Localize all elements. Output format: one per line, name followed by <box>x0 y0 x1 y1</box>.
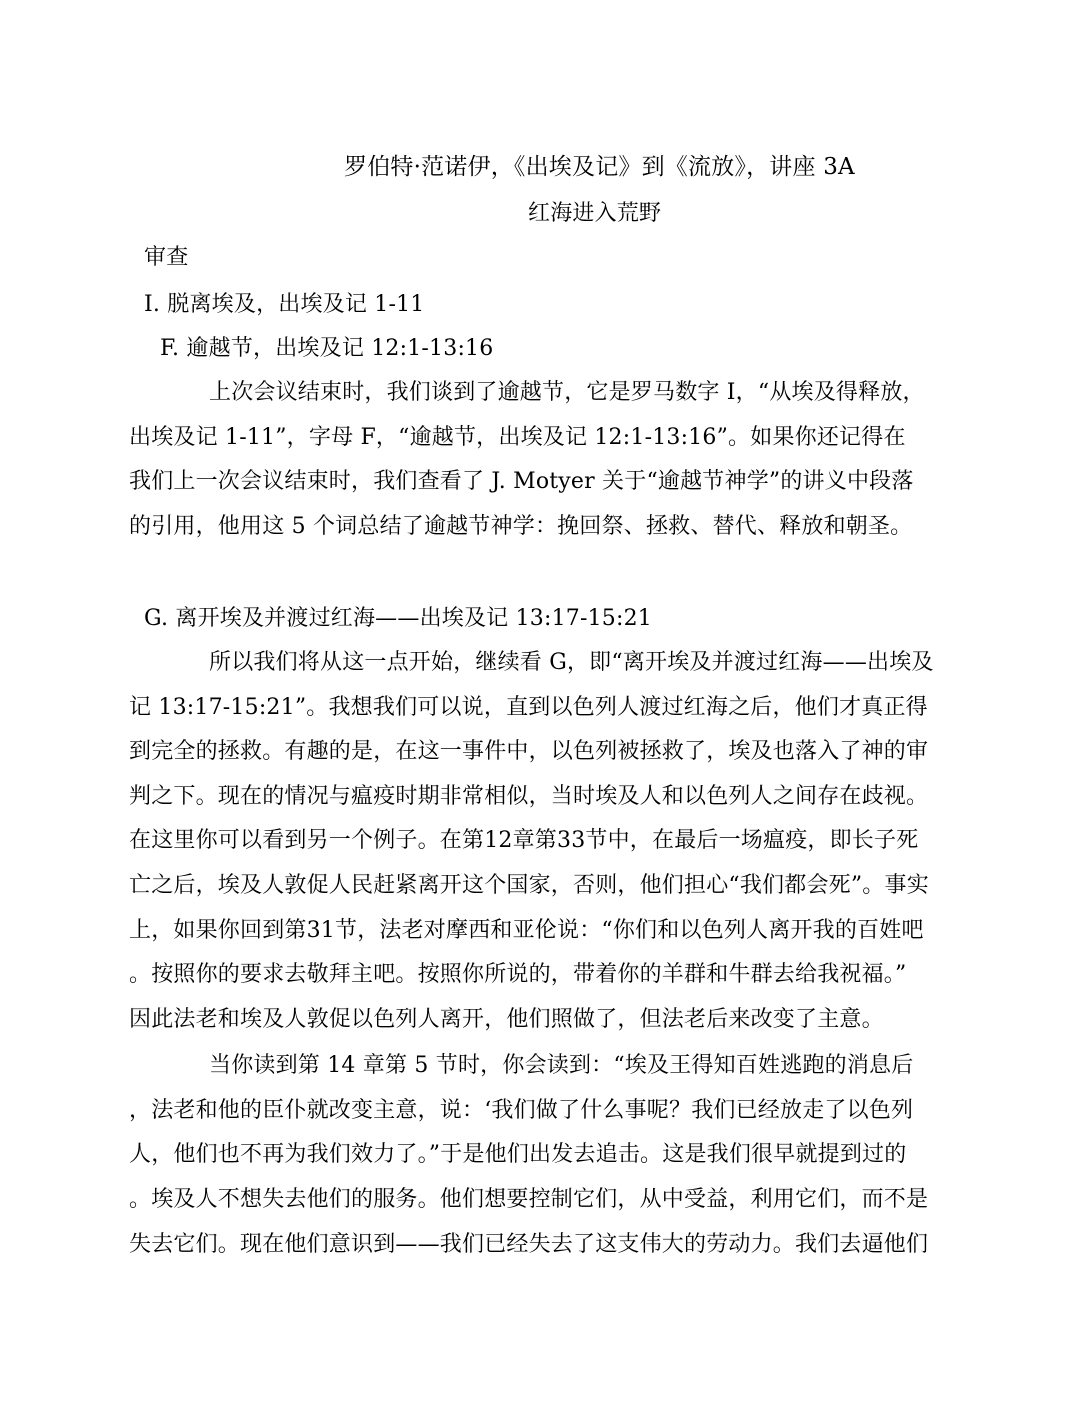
paragraph-line: 。埃及人不想失去他们的服务。他们想要控制它们，从中受益，利用它们，而不是 <box>129 1187 929 1212</box>
paragraph-line: 所以我们将从这一点开始，继续看 G，即“离开埃及并渡过红海——出埃及 <box>209 650 934 675</box>
paragraph-line: 。按照你的要求去敬拜主吧。按照你所说的，带着你的羊群和牛群去给我祝福。” <box>129 962 907 987</box>
paragraph-line: 当你读到第 14 章第 5 节时，你会读到：“埃及王得知百姓逃跑的消息后 <box>209 1053 914 1078</box>
paragraph-line: 我们上一次会议结束时，我们查看了 J. Motyer 关于“逾越节神学”的讲义中段落 <box>129 469 914 494</box>
paragraph-line: 记 13:17-15:21”。我想我们可以说，直到以色列人渡过红海之后，他们才真正得 <box>129 695 928 720</box>
page-subtitle: 红海进入荒野 <box>528 201 662 226</box>
paragraph-line: 到完全的拯救。有趣的是，在这一事件中，以色列被拯救了，埃及也落入了神的审 <box>129 739 929 764</box>
paragraph-line: 亡之后，埃及人敦促人民赶紧离开这个国家，否则，他们担心“我们都会死”。事实 <box>129 873 929 898</box>
page-title: 罗伯特·范诺伊，《出埃及记》到《流放》，讲座 3A <box>344 154 855 180</box>
paragraph-line: 失去它们。现在他们意识到——我们已经失去了这支伟大的劳动力。我们去逼他们 <box>129 1232 929 1257</box>
outline-item-1: I. 脱离埃及，出埃及记 1-11 <box>144 292 425 317</box>
paragraph-line: 上次会议结束时，我们谈到了逾越节，它是罗马数字 I，“从埃及得释放， <box>209 380 925 405</box>
paragraph-line: 的引用，他用这 5 个词总结了逾越节神学：挽回祭、拯救、替代、释放和朝圣。 <box>129 514 913 539</box>
paragraph-line: 因此法老和埃及人敦促以色列人离开，他们照做了，但法老后来改变了主意。 <box>129 1007 884 1032</box>
paragraph-line: 出埃及记 1-11”，字母 F，“逾越节，出埃及记 12:1-13:16”。如果你还记得在 <box>129 425 906 450</box>
outline-item-g: G. 离开埃及并渡过红海——出埃及记 13:17-15:21 <box>144 606 653 631</box>
paragraph-line: 判之下。现在的情况与瘟疫时期非常相似，当时埃及人和以色列人之间存在歧视。 <box>129 784 929 809</box>
paragraph-line: ，法老和他的臣仆就改变主意，说：‘我们做了什么事呢？我们已经放走了以色列 <box>129 1098 914 1123</box>
outline-item-f: F. 逾越节，出埃及记 12:1-13:16 <box>160 336 494 361</box>
paragraph-line: 在这里你可以看到另一个例子。在第12章第33节中，在最后一场瘟疫，即长子死 <box>129 828 919 853</box>
paragraph-line: 上，如果你回到第31节，法老对摩西和亚伦说：“你们和以色列人离开我的百姓吧 <box>129 918 924 943</box>
paragraph-line: 人，他们也不再为我们效力了。”于是他们出发去追击。这是我们很早就提到过的 <box>129 1142 907 1167</box>
section-heading-review: 审查 <box>144 245 189 270</box>
